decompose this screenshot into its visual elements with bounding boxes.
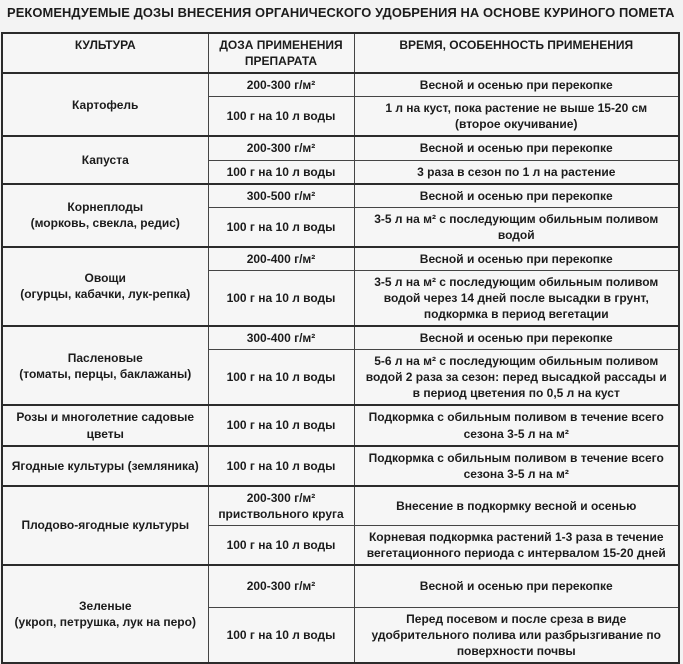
table-row	[2, 446, 679, 486]
usage-cell: Весной и осенью при перекопке	[354, 565, 679, 607]
usage-cell: 1 л на куст, пока растение не выше 15-20 см (второе окучивание)	[354, 97, 679, 137]
usage-cell: Весной и осенью при перекопке	[354, 136, 679, 160]
culture-cell	[2, 136, 208, 183]
dose-cell: 100 г на 10 л воды	[208, 525, 354, 565]
culture-note: (огурцы, кабачки, лук-репка)	[20, 287, 191, 302]
culture-name: Ягодные культуры (земляника)	[11, 458, 199, 473]
usage-cell: Внесение в подкормку весной и осенью	[354, 486, 679, 526]
usage-cell: 3-5 л на м² с последующим обильным поливом водой через 14 дней после высадки в грунт, подкормка в период вегетации	[354, 270, 679, 326]
culture-note: (укроп, петрушка, лук на перо)	[14, 614, 196, 629]
table-row	[2, 184, 679, 208]
culture-name: Картофель	[72, 97, 139, 112]
table-row	[2, 247, 679, 271]
culture-name: Пасленовые	[67, 350, 143, 365]
usage-cell: Весной и осенью при перекопке	[354, 184, 679, 208]
culture-cell	[2, 486, 208, 565]
culture-name: Плодово-ягодные культуры	[21, 518, 190, 533]
culture-cell	[2, 326, 208, 405]
dose-cell: 300-400 г/м²	[208, 326, 354, 350]
usage-cell: 3 раза в сезон по 1 л на растение	[354, 160, 679, 184]
culture-name: Розы и многолетние садовые цветы	[16, 410, 195, 441]
column-header-dose: ДОЗА ПРИМЕНЕНИЯ ПРЕПАРАТА	[208, 33, 354, 73]
usage-cell: Перед посевом и после среза в виде удобрительного полива или разбрызгивание по поверхности почвы	[354, 607, 679, 663]
dose-cell: 100 г на 10 л воды	[208, 607, 354, 663]
culture-note: (морковь, свекла, редис)	[30, 216, 180, 231]
usage-cell: Весной и осенью при перекопке	[354, 247, 679, 271]
culture-cell	[2, 73, 208, 136]
table-row	[2, 565, 679, 607]
dose-cell: 200-300 г/м²	[208, 565, 354, 607]
culture-cell	[2, 247, 208, 326]
dose-cell: 100 г на 10 л воды	[208, 207, 354, 247]
column-header-usage: ВРЕМЯ, ОСОБЕННОСТЬ ПРИМЕНЕНИЯ	[354, 33, 679, 73]
fertilizer-dose-table	[1, 32, 680, 664]
table-header	[2, 33, 679, 73]
dose-cell: 100 г на 10 л воды	[208, 405, 354, 445]
table-row	[2, 73, 679, 97]
dose-cell: 200-300 г/м²	[208, 73, 354, 97]
table-row	[2, 326, 679, 350]
table-row	[2, 486, 679, 526]
dose-cell: 200-300 г/м² приствольного круга	[208, 486, 354, 526]
dose-cell: 100 г на 10 л воды	[208, 97, 354, 137]
usage-cell: 5-6 л на м² с последующим обильным поливом водой 2 раза за сезон: перед высадкой рассады и в период цветения по 0,5 л на куст	[354, 350, 679, 406]
dose-cell: 200-300 г/м²	[208, 136, 354, 160]
culture-cell	[2, 565, 208, 663]
culture-name: Корнеплоды	[67, 200, 144, 215]
culture-name: Овощи	[84, 271, 126, 286]
usage-cell: Весной и осенью при перекопке	[354, 326, 679, 350]
culture-cell	[2, 405, 208, 445]
culture-cell	[2, 446, 208, 486]
dose-cell: 300-500 г/м²	[208, 184, 354, 208]
culture-name: Зеленые	[79, 598, 132, 613]
column-header-culture: КУЛЬТУРА	[2, 33, 208, 73]
culture-name: Капуста	[81, 152, 129, 167]
dose-cell: 100 г на 10 л воды	[208, 160, 354, 184]
dose-cell: 100 г на 10 л воды	[208, 446, 354, 486]
usage-cell: Подкормка с обильным поливом в течение всего сезона 3-5 л на м²	[354, 446, 679, 486]
usage-cell: Весной и осенью при перекопке	[354, 73, 679, 97]
page-title: РЕКОМЕНДУЕМЫЕ ДОЗЫ ВНЕСЕНИЯ ОРГАНИЧЕСКОГО УДОБРЕНИЯ НА ОСНОВЕ КУРИНОГО ПОМЕТА	[7, 5, 675, 20]
header-row	[2, 33, 679, 73]
dose-cell: 200-400 г/м²	[208, 247, 354, 271]
usage-cell: 3-5 л на м² с последующим обильным поливом водой	[354, 207, 679, 247]
culture-note: (томаты, перцы, баклажаны)	[19, 366, 192, 381]
table-row	[2, 405, 679, 445]
dose-cell: 100 г на 10 л воды	[208, 350, 354, 406]
usage-cell: Корневая подкормка растений 1-3 раза в течение вегетационного периода с интервалом 15-20 дней	[354, 525, 679, 565]
table-body	[2, 73, 679, 663]
dose-cell: 100 г на 10 л воды	[208, 270, 354, 326]
usage-cell: Подкормка с обильным поливом в течение всего сезона 3-5 л на м²	[354, 405, 679, 445]
culture-cell	[2, 184, 208, 247]
table-row	[2, 136, 679, 160]
